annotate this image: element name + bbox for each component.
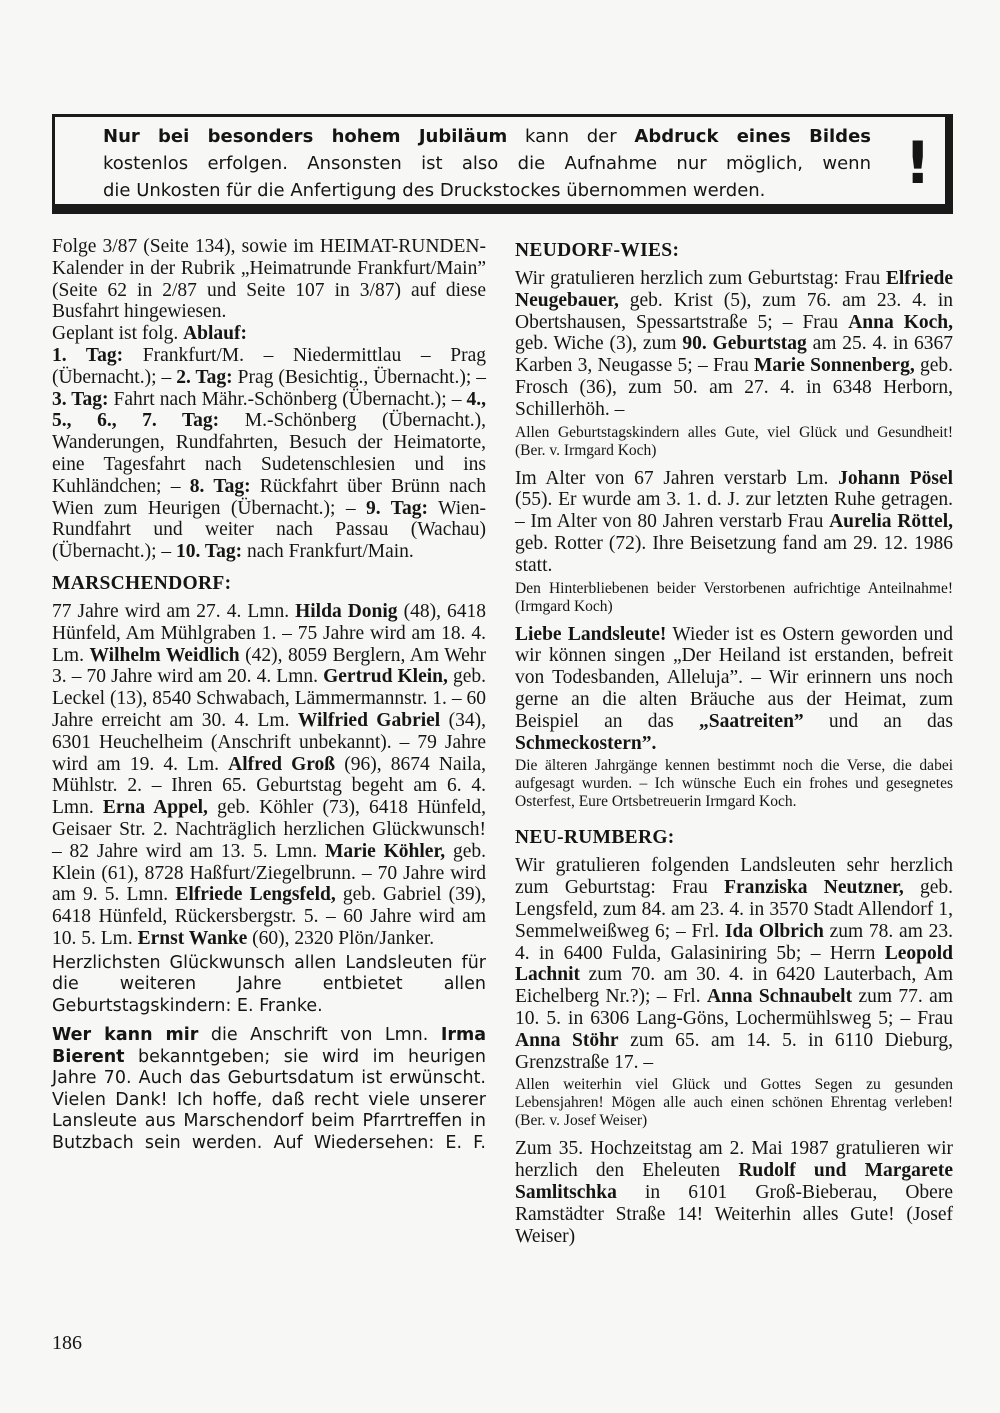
bold-text: Irma Bierent [52, 1025, 486, 1067]
text-run: Prag (Besichtig., Übernacht.); – [232, 366, 486, 388]
text-run: geb. Lengsfeld, zum 84. am 23. 4. in 3570 Stadt Allendorf 1, Semmelweißweg 6; – Frl. [515, 877, 954, 942]
text-run: zum 77. am 10. 5. in 6306 Lang-Göns, Lochermühlsweg 5; – Frau [515, 986, 953, 1029]
text-run: geb. Frosch (36), zum 50. am 27. 4. in 6348 Herborn, Schillerhöh. – [515, 355, 953, 420]
bold-text: Leopold Lachnit [515, 942, 953, 986]
text-run: in 6101 Groß-Bieberau, Obere Ramstädter Straße 14! Weiterhin alles Gute! (Josef Weiser) [515, 1181, 953, 1247]
notice-box [52, 114, 953, 214]
text-run: geb. Gabriel (39), 6418 Hünfeld, Rückersbergstr. 5. – 60 Jahre wird am 10. 5. Lm. [52, 884, 486, 949]
bold-text: Wilfried Gabriel [297, 709, 441, 731]
bold-text: Aurelia Röttel, [829, 511, 953, 533]
bold-text: 8. Tag: [189, 475, 251, 497]
text-run: nach Frankfurt/Main. [242, 541, 414, 563]
text-run: die Anschrift von Lmn. [198, 1025, 441, 1046]
text-run: geb. Klein (61), 8728 Haßfurt/Ziegelbrunn. – 70 Jahre wird am 9. 5. Lmn. [52, 840, 487, 906]
text-run: bekanntgeben; sie wird im heurigen Jahre 70. Auch das Geburtsdatum ist erwünscht. Vielen Dank! Ich hoffe, daß recht viele unserer Lansleute aus Marschendorf beim Pfarrtreffen in Butzbach sein werden. Auf Wiedersehen: E. F. [52, 1046, 486, 1153]
text-run: geb. Krist (5), zum 76. am 23. 4. in Obertshausen, Spessartstraße 5; – Frau [515, 289, 953, 333]
page-number: 186 [52, 1332, 82, 1354]
notice-text [103, 123, 871, 204]
text-run: und an das [803, 710, 953, 732]
bold-text: 1. Tag: [52, 344, 124, 366]
text-run: Wir gratulieren folgenden Landsleuten sehr herzlich zum Geburtstag: Frau [515, 855, 953, 899]
bold-text: Anna Stöhr [515, 1029, 619, 1051]
marschendorf-address-request [52, 1025, 486, 1154]
bold-text: Wilhelm Weidlich [89, 644, 240, 666]
marschendorf-birthdays [52, 601, 486, 950]
text-run: (60), 2320 Plön/Janker. [247, 927, 435, 949]
text-run: Rückfahrt über Brünn nach Wien zum Heurigen (Übernacht.); – [52, 475, 486, 519]
notice-line-2: kostenlos erfolgen. Ansonsten ist also die Aufnahme nur möglich, wenn [103, 153, 871, 174]
bold-text: Marie Sonnenberg, [753, 355, 915, 377]
text-run: Wir gratulieren herzlich zum Geburtstag: Frau [515, 268, 886, 289]
text-run: geb. Wiche (3), zum [515, 333, 683, 355]
bold-text: 4., 5., 6., 7. Tag: [52, 388, 486, 432]
text-run: Zum 35. Hochzeitstag am 2. Mai 1987 gratulieren wir herzlich den Eheleuten [515, 1138, 953, 1182]
bold-text: Liebe Landsleute! [515, 623, 667, 645]
notice-line-1-middle: kann der [507, 126, 635, 147]
text-run: 77 Jahre wird am 27. 4. Lmn. [52, 600, 296, 622]
bold-text: Anna Koch, [848, 311, 953, 333]
schedule-lead-text: Geplant ist folg. [52, 323, 184, 345]
text-run: am 25. 4. in 6367 Karben 3, Neugasse 5; – Frau [515, 333, 953, 377]
section-heading-marschendorf: MARSCHENDORF: [52, 572, 232, 594]
bold-text: Wer kann mir [52, 1025, 199, 1046]
bold-text: Hilda Donig [295, 600, 398, 622]
bold-text: Gertrud Klein, [323, 666, 448, 688]
bold-text: Marie Köhler, [324, 840, 446, 862]
bold-text: 10. Tag: [176, 541, 243, 563]
neudorf-condolences: Den Hinterbliebenen beider Verstorbenen aufrichtige Anteilnahme! (Irmgard Koch) [515, 579, 953, 615]
easter-closing: Die älteren Jahrgänge kennen bestimmt noch die Verse, die dabei aufgesagt wurden. – Ich wünsche Euch ein frohes und gesegnetes Osterfest, Eure Ortsbetreuerin Irmgard Koch. [515, 757, 953, 811]
notice-emphasis-jubilee: Nur bei besonders hohem Jubiläum [103, 126, 508, 147]
bold-text: Rudolf und Margarete Samlitschka [515, 1160, 953, 1203]
text-run: Wieder ist es Ostern geworden und wir können singen „Der Heiland ist erstanden, befreit von Todesbanden, Alleluja”. – Wir erinnern uns noch gerne an die alten Bräuche aus der Heimat, zum Beispiel an das [515, 623, 953, 732]
notice-emphasis-image: Abdruck eines Bildes [634, 126, 871, 147]
text-run: Frankfurt/M. – Niedermittlau – Prag (Übernacht.); – [52, 344, 487, 388]
text-run: geb. Leckel (13), 8540 Schwabach, Lämmermannstr. 1. – 60 Jahre erreicht am 30. 4. Lm. [52, 666, 487, 731]
bold-text: Elfriede Neugebauer, [515, 268, 953, 311]
left-column [52, 236, 486, 1154]
bold-text: Schmeckostern”. [515, 732, 657, 754]
bus-trip-intro: Folge 3/87 (Seite 134), sowie im HEIMAT-RUNDEN-Kalender in der Rubrik „Heimatrunde Frankfurt/Main” (Seite 62 in 2/87 und Seite 107 in 3/87) auf diese Busfahrt hingewiesen. [52, 236, 486, 323]
neu-rumberg-birthdays [515, 855, 953, 1073]
bold-text: Ernst Wanke [137, 927, 248, 949]
text-run: Fahrt nach Mähr.-Schönberg (Übernacht.); – [108, 388, 467, 410]
notice-line-1 [103, 123, 871, 150]
exclamation-icon: ! [904, 129, 931, 197]
bold-text: Franziska Neutzner, [724, 877, 904, 899]
bold-text: Elfriede Lengsfeld, [175, 884, 336, 906]
text-run: (34), 6301 Heuchelheim (Anschrift unbekannt). – 79 Jahre wird am 19. 4. Lm. [52, 709, 486, 775]
text-run: (96), 8674 Naila, Mühlstr. 2. – Ihren 65. Geburtstag begeht am 6. 4. Lmn. [52, 753, 486, 819]
text-run: geb. Köhler (73), 6418 Hünfeld, Geisaer Str. 2. Nachträglich herzlichen Glückwunsch! – 82 Jahre wird am 13. 5. Lmn. [52, 797, 486, 862]
right-column [515, 236, 953, 1247]
bold-text: Erna Appel, [102, 797, 208, 819]
text-run: M.-Schönberg (Übernacht.), Wanderungen, Rundfahrten, Besuch der Heimatorte, eine Tagesfahrt nach Sudetenschlesien und ins Kuhländchen; – [52, 410, 486, 497]
bold-text: 9. Tag: [366, 497, 428, 519]
trip-schedule [52, 345, 486, 563]
text-run: zum 78. am 23. 4. in 6400 Fulda, Galasiniring 5b; – Herrn [515, 920, 953, 964]
text-run: (42), 8059 Berglern, Am Wehr 3. – 70 Jahre wird am 20. 4. Lmn. [52, 644, 486, 688]
bold-text: 3. Tag: [52, 388, 109, 410]
text-run: (55). Er wurde am 3. 1. d. J. zur letzten Ruhe getragen. – Im Alter von 80 Jahren verstarb Frau [515, 489, 953, 533]
bold-text: Ida Olbrich [724, 920, 824, 942]
bold-text: 90. Geburtstag [682, 333, 807, 355]
neudorf-birthdays [515, 268, 953, 421]
notice-line-3: die Unkosten für die Anfertigung des Druckstockes übernommen werden. [103, 180, 766, 201]
section-heading-neudorf-wies: NEUDORF-WIES: [515, 240, 680, 261]
text-run: Im Alter von 67 Jahren verstarb Lm. [515, 467, 839, 489]
schedule-lead [52, 323, 486, 345]
schedule-lead-bold: Ablauf: [183, 323, 248, 345]
bold-text: Alfred Groß [228, 753, 336, 775]
text-run: zum 70. am 30. 4. in 6420 Lauterbach, Am Eichelberg Nr.?); – Frl. [515, 964, 953, 1008]
easter-greeting [515, 624, 953, 755]
section-heading-neu-rumberg: NEU-RUMBERG: [515, 827, 675, 849]
text-run: zum 65. am 14. 5. in 6110 Dieburg, Grenzstraße 17. – [515, 1029, 953, 1073]
neudorf-obituaries [515, 468, 953, 577]
bold-text: 2. Tag: [176, 366, 233, 388]
neu-rumberg-greeting: Allen weiterhin viel Glück und Gottes Segen zu gesunden Lebensjahren! Mögen alle auch einen schönen Ehrentag verleben! (Ber. v. Josef Weiser) [515, 1076, 953, 1130]
wedding-anniversary [515, 1138, 953, 1247]
bold-text: Johann Pösel [838, 467, 953, 489]
text-run: (48), 6418 Hünfeld, Am Mühlgraben 1. – 75 Jahre wird am 18. 4. Lm. [52, 600, 486, 666]
text-run: Wien-Rundfahrt und weiter nach Passau (Wachau) (Übernacht.); – [52, 497, 487, 563]
bold-text: „Saatreiten” [698, 710, 804, 732]
text-run: geb. Rotter (72). Ihre Beisetzung fand am 29. 12. 1986 statt. [515, 532, 953, 576]
neudorf-greeting: Allen Geburtstagskindern alles Gute, viel Glück und Gesundheit! (Ber. v. Irmgard Koch) [515, 423, 953, 459]
marschendorf-greeting: Herzlichsten Glückwunsch allen Landsleuten für die weiteren Jahre entbietet allen Geburtstagskindern: E. Franke. [52, 952, 486, 1016]
bold-text: Anna Schnaubelt [706, 986, 853, 1008]
